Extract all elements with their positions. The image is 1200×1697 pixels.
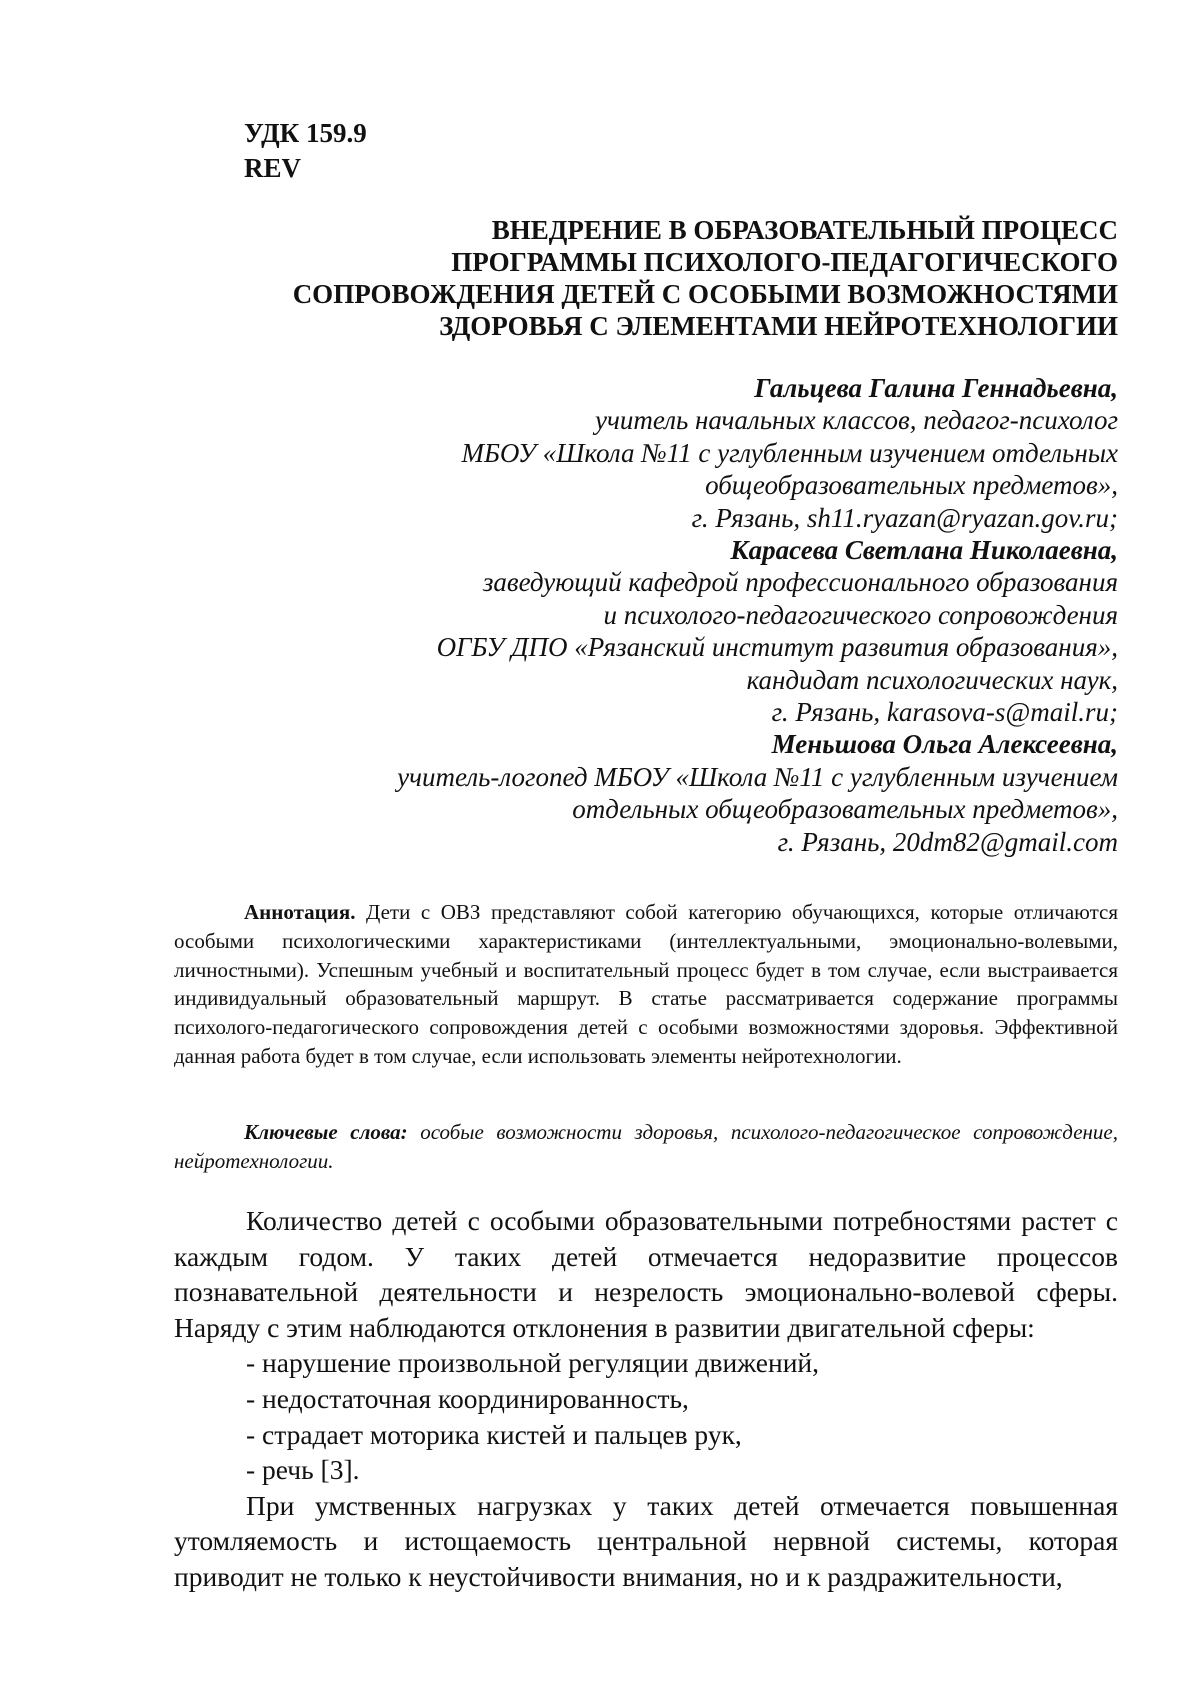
author-name: Карасева Светлана Николаевна, — [200, 534, 1118, 566]
author-detail: заведующий кафедрой профессионального образования — [200, 566, 1118, 598]
author-detail: ОГБУ ДПО «Рязанский институт развития образования», — [200, 631, 1118, 663]
article-body — [174, 1203, 1118, 1595]
body-paragraph: Количество детей с особыми образовательными потребностями растет с каждым годом. У таких детей отмечается недоразвитие процессов познавательной деятельности и незрелость эмоционально-волевой сферы. Наряду с этим наблюдаются отклонения в развитии двигательной сферы: — [174, 1203, 1118, 1345]
abstract-text: Дети с ОВЗ представляют собой категорию обучающихся, которые отличаются особыми психологическими характеристиками (интеллектуальными, эмоционально-волевыми, личностными). Успешным учебный и воспитательный процесс будет в том случае, если выстраивается индивидуальный образовательный маршрут. В статье рассматривается содержание программы психолого-педагогического сопровождения детей с особыми возможностями здоровья. Эффективной данная работа будет в том случае, если использовать элементы нейротехнологии. — [174, 900, 1118, 1068]
author-detail: и психолого-педагогического сопровождения — [200, 599, 1118, 631]
author-detail: общеобразовательных предметов», — [200, 469, 1118, 501]
author-name: Меньшова Ольга Алексеевна, — [200, 728, 1118, 760]
body-paragraph: При умственных нагрузках у таких детей отмечается повышенная утомляемость и истощаемость центральной нервной системы, которая приводит не только к неустойчивости внимания, но и к раздражительности, — [174, 1488, 1118, 1595]
document-page — [0, 0, 1200, 1697]
keywords-text: особые возможности здоровья, психолого-педагогическое сопровождение, нейротехнологии. — [174, 1120, 1118, 1173]
abstract-section — [174, 898, 1118, 1071]
author-detail: г. Рязань, karasova-s@mail.ru; — [200, 696, 1118, 728]
list-item: - речь [3]. — [174, 1452, 1118, 1488]
abstract-paragraph — [174, 898, 1118, 1071]
author-detail: г. Рязань, 20dm82@gmail.com — [200, 826, 1118, 858]
authors-block — [200, 372, 1118, 858]
list-item: - страдает моторика кистей и пальцев рук, — [174, 1417, 1118, 1453]
author-detail: МБОУ «Школа №11 с углубленным изучением отдельных — [200, 437, 1118, 469]
keywords-paragraph — [174, 1118, 1118, 1176]
author-detail: отдельных общеобразовательных предметов», — [200, 793, 1118, 825]
list-item: - нарушение произвольной регуляции движений, — [174, 1345, 1118, 1381]
title-line: СОПРОВОЖДЕНИЯ ДЕТЕЙ С ОСОБЫМИ ВОЗМОЖНОСТЯМИ — [200, 278, 1118, 310]
author-name: Гальцева Галина Геннадьевна, — [200, 372, 1118, 404]
title-line: ВНЕДРЕНИЕ В ОБРАЗОВАТЕЛЬНЫЙ ПРОЦЕСС — [200, 214, 1118, 246]
keywords-label: Ключевые слова: — [244, 1120, 408, 1144]
author-detail: учитель-логопед МБОУ «Школа №11 с углубленным изучением — [200, 761, 1118, 793]
rev-code: REV — [244, 151, 367, 186]
article-title — [200, 214, 1118, 342]
title-line: ПРОГРАММЫ ПСИХОЛОГО-ПЕДАГОГИЧЕСКОГО — [200, 246, 1118, 278]
author-detail: кандидат психологических наук, — [200, 664, 1118, 696]
author-detail: г. Рязань, sh11.ryazan@ryazan.gov.ru; — [200, 502, 1118, 534]
header-block — [244, 116, 367, 186]
udk-code: УДК 159.9 — [244, 116, 367, 151]
keywords-section — [174, 1118, 1118, 1176]
abstract-label: Аннотация. — [244, 900, 355, 924]
title-line: ЗДОРОВЬЯ С ЭЛЕМЕНТАМИ НЕЙРОТЕХНОЛОГИИ — [200, 310, 1118, 342]
author-detail: учитель начальных классов, педагог-психолог — [200, 404, 1118, 436]
list-item: - недостаточная координированность, — [174, 1381, 1118, 1417]
